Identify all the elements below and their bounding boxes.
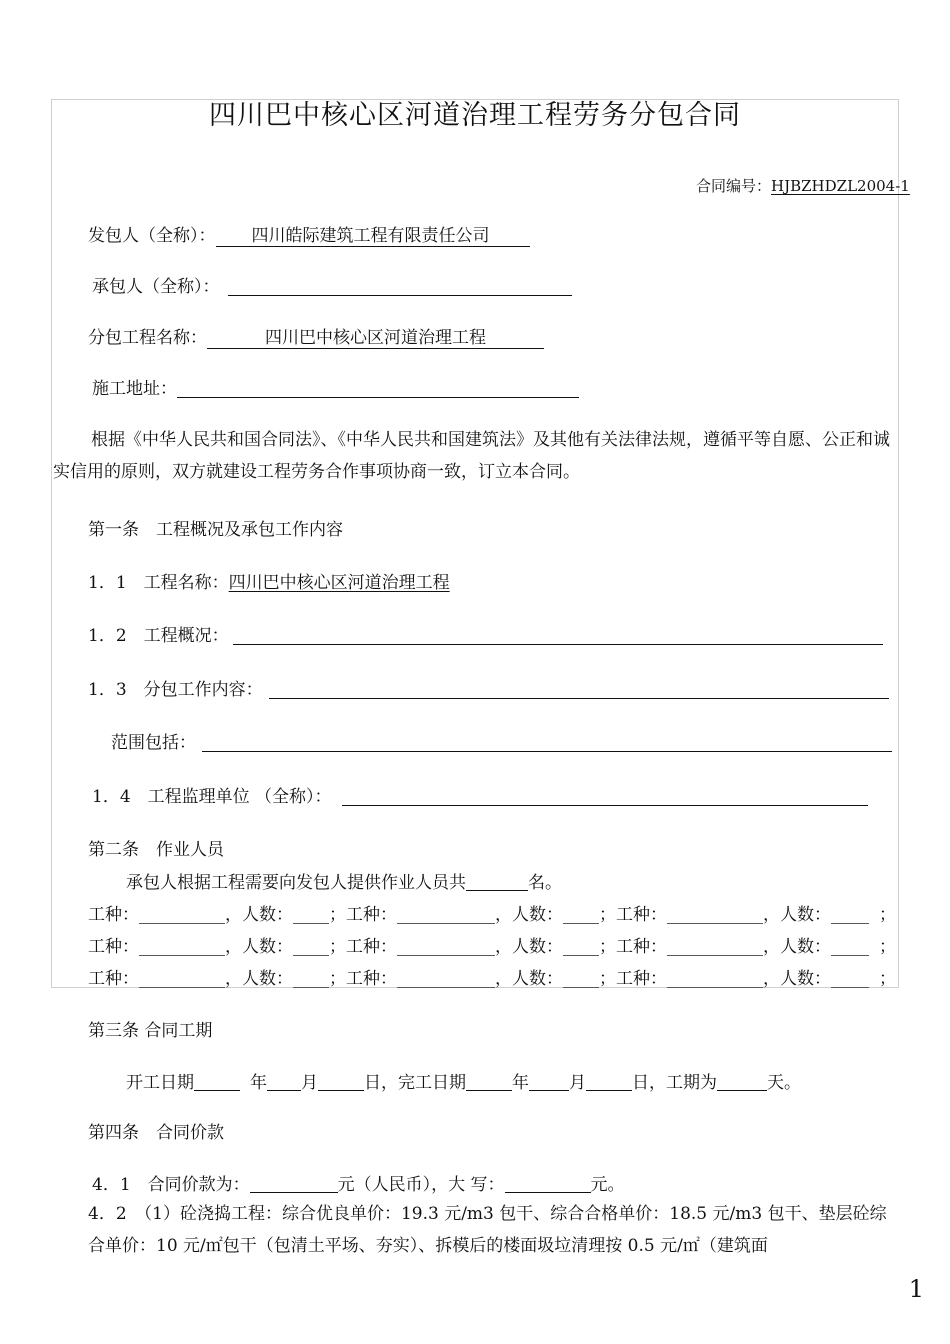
- schedule-row: [126, 1068, 801, 1093]
- count-label: ，人数：: [495, 905, 563, 925]
- worker-row: [88, 900, 896, 925]
- days-label: 天。: [767, 1073, 801, 1093]
- work-type-field[interactable]: [667, 969, 763, 988]
- scope-label: 范围包括：: [111, 733, 196, 753]
- duration-field[interactable]: [717, 1072, 767, 1091]
- count-field[interactable]: [563, 905, 599, 924]
- separator: ；: [599, 937, 616, 957]
- work-type-field[interactable]: [397, 969, 495, 988]
- year-label: 年: [250, 1073, 267, 1093]
- page-title: 四川巴中核心区河道治理工程劳务分包合同: [209, 100, 741, 131]
- work-type-field[interactable]: [139, 969, 225, 988]
- contract-number-label: 合同编号：: [696, 177, 772, 195]
- count-label: ，人数：: [763, 969, 831, 989]
- day-label: 日: [364, 1073, 381, 1093]
- count-label: ，人数：: [495, 969, 563, 989]
- separator: ；: [879, 905, 896, 925]
- page-number: 1: [908, 1275, 924, 1303]
- separator: ；: [599, 905, 616, 925]
- count-field[interactable]: [563, 969, 599, 988]
- day-label: 日: [632, 1073, 649, 1093]
- contractor-label: 承包人（全称）：: [92, 277, 220, 297]
- work-type-field[interactable]: [667, 937, 763, 956]
- end-date-label: ，完工日期: [381, 1073, 466, 1093]
- contract-number: [696, 175, 910, 196]
- article3-heading: 第三条 合同工期: [88, 1021, 213, 1041]
- contractor-row: [92, 272, 572, 297]
- item-1-2: [88, 621, 883, 646]
- project-name-label: 分包工程名称：: [88, 328, 207, 348]
- employer-label: 发包人（全称）：: [88, 226, 216, 246]
- work-type-field[interactable]: [397, 905, 495, 924]
- work-type-label: 工种：: [346, 937, 397, 957]
- item-1-1-value: 四川巴中核心区河道治理工程: [228, 573, 450, 593]
- article2-body: [126, 868, 562, 893]
- end-year-field[interactable]: [466, 1072, 512, 1091]
- count-label: ，人数：: [225, 969, 293, 989]
- count-label: ，人数：: [763, 937, 831, 957]
- separator: ；: [329, 937, 346, 957]
- count-field[interactable]: [563, 937, 599, 956]
- count-field[interactable]: [831, 905, 869, 924]
- work-type-label: 工种：: [88, 937, 139, 957]
- item-1-4-field[interactable]: [342, 787, 868, 806]
- start-date-label: 开工日期: [126, 1073, 194, 1093]
- project-name-row: [88, 323, 544, 349]
- count-field[interactable]: [831, 969, 869, 988]
- worker-total-field[interactable]: [466, 872, 528, 891]
- item-1-3-label: 1．3 分包工作内容：: [88, 680, 263, 700]
- count-field[interactable]: [293, 905, 329, 924]
- work-type-label: 工种：: [616, 937, 667, 957]
- work-type-label: 工种：: [88, 969, 139, 989]
- contractor-field[interactable]: [228, 277, 572, 296]
- site-label: 施工地址：: [92, 379, 177, 399]
- separator: ；: [879, 969, 896, 989]
- price-uppercase-field[interactable]: [505, 1174, 591, 1193]
- count-field[interactable]: [293, 937, 329, 956]
- work-type-label: 工种：: [616, 905, 667, 925]
- preamble: 根据《中华人民共和国合同法》、《中华人民共和国建筑法》及其他有关法律法规，遵循平等自愿、公正和诚实信用的原则，双方就建设工程劳务合作事项协商一致，订立本合同。: [53, 430, 890, 482]
- employer-value: 四川皓际建筑工程有限责任公司: [251, 226, 490, 246]
- count-field[interactable]: [831, 937, 869, 956]
- start-year-field[interactable]: [194, 1072, 240, 1091]
- employer-row: [88, 221, 530, 247]
- separator: ；: [599, 969, 616, 989]
- end-day-field[interactable]: [586, 1072, 632, 1091]
- price-field[interactable]: [250, 1174, 338, 1193]
- item-4-1-label: 4．1 合同价款为：: [92, 1175, 250, 1195]
- work-type-field[interactable]: [397, 937, 495, 956]
- item-1-2-label: 1．2 工程概况：: [88, 626, 229, 646]
- item-1-3-field[interactable]: [269, 680, 889, 699]
- article4-heading: 第四条 合同价款: [88, 1123, 224, 1143]
- work-type-label: 工种：: [616, 969, 667, 989]
- work-type-label: 工种：: [346, 969, 397, 989]
- site-field[interactable]: [177, 379, 579, 398]
- count-label: ，人数：: [763, 905, 831, 925]
- item-1-3: [88, 675, 889, 700]
- project-name-field[interactable]: [207, 323, 544, 349]
- employer-field[interactable]: [216, 221, 530, 247]
- end-month-field[interactable]: [529, 1072, 569, 1091]
- month-label: 月: [569, 1073, 586, 1093]
- count-label: ，人数：: [225, 905, 293, 925]
- article2-body-suffix: 名。: [528, 873, 562, 893]
- scope-row: [111, 728, 892, 753]
- separator: ；: [329, 905, 346, 925]
- item-1-4: [92, 782, 868, 807]
- work-type-field[interactable]: [139, 905, 225, 924]
- article1-heading: 第一条 工程概况及承包工作内容: [88, 520, 343, 540]
- article2-body-prefix: 承包人根据工程需要向发包人提供作业人员共: [126, 873, 466, 893]
- separator: ；: [329, 969, 346, 989]
- site-row: [92, 374, 579, 399]
- item-1-1-label: 1．1 工程名称：: [88, 573, 229, 593]
- count-field[interactable]: [293, 969, 329, 988]
- worker-row: [88, 932, 896, 957]
- count-label: ，人数：: [225, 937, 293, 957]
- start-day-field[interactable]: [318, 1072, 364, 1091]
- project-name-value: 四川巴中核心区河道治理工程: [265, 328, 486, 348]
- contract-number-value: HJBZHDZL2004-1: [771, 177, 910, 195]
- start-month-field[interactable]: [267, 1072, 301, 1091]
- article2-heading: 第二条 作业人员: [88, 840, 224, 860]
- work-type-field[interactable]: [667, 905, 763, 924]
- worker-row: [88, 964, 896, 989]
- item-1-2-field[interactable]: [233, 626, 883, 645]
- item-4-2: 4．2 （1）砼浇捣工程：综合优良单价：19.3 元/m3 包干、综合合格单价：18.5 元/m3 包干、垫层砼综合单价：10 元/㎡包干（包清土平场、夯实）、拆模后的楼面圾垃清理按 0.5 元/㎡（建筑面: [88, 1204, 887, 1256]
- item-1-4-label: 1．4 工程监理单位 （全称）：: [92, 787, 332, 807]
- item-4-1-end: 元。: [590, 1175, 625, 1195]
- scope-field[interactable]: [202, 733, 892, 752]
- item-1-1: [88, 568, 450, 593]
- month-label: 月: [301, 1073, 318, 1093]
- separator: ；: [879, 937, 896, 957]
- work-type-label: 工种：: [88, 905, 139, 925]
- count-label: ，人数：: [495, 937, 563, 957]
- item-4-1: [92, 1170, 625, 1195]
- duration-label: ，工期为: [649, 1073, 717, 1093]
- work-type-label: 工种：: [346, 905, 397, 925]
- year-label: 年: [512, 1073, 529, 1093]
- work-type-field[interactable]: [139, 937, 225, 956]
- item-4-1-unit: 元（人民币），大 写：: [337, 1175, 505, 1195]
